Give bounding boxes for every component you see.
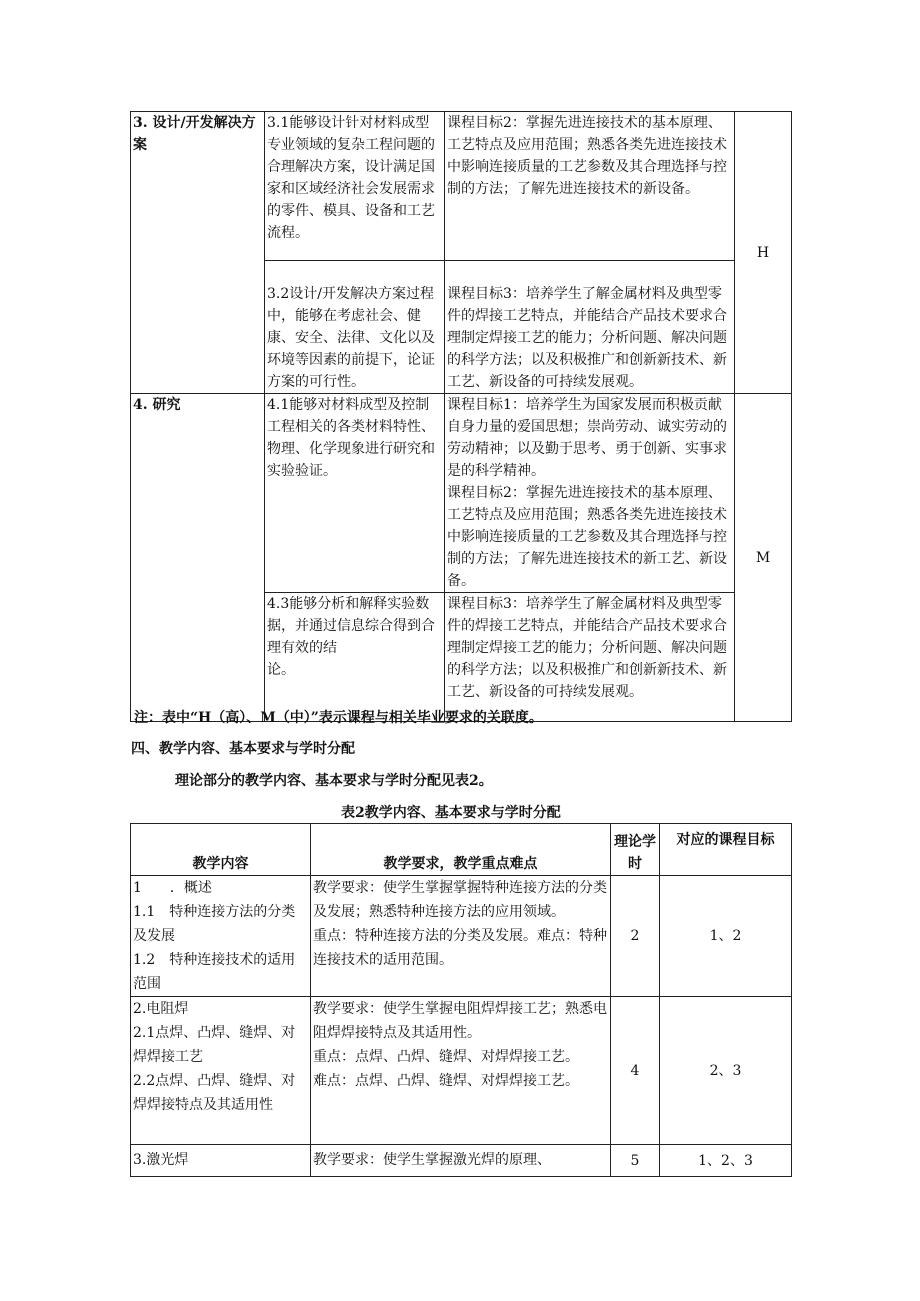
column-header-content: 教学内容	[131, 824, 311, 876]
section-intro: 理论部分的教学内容、基本要求与学时分配见表2。	[175, 773, 493, 789]
content-cell: 3.激光焊	[131, 1145, 311, 1177]
requirement-cell: 4. 研究	[131, 394, 265, 722]
requirements-cell: 教学要求：使学生掌握电阻焊焊接工艺；熟悉电阻焊焊接特点及其适用性。 重点：点焊、凸焊、缝焊、对焊焊接工艺。 难点：点焊、凸焊、缝焊、对焊焊接工艺。	[311, 997, 611, 1145]
teaching-content-table	[130, 823, 792, 1177]
objectives-cell: 1、2	[660, 876, 792, 997]
indicator-cell: 3.2设计/开发解决方案过程中，能够在考虑社会、健康、安全、法律、文化以及环境等因素的前提下，论证方案的可行性。	[265, 261, 445, 394]
hours-cell: 4	[611, 997, 660, 1145]
section-heading: 四、教学内容、基本要求与学时分配	[131, 741, 355, 757]
objectives-cell: 课程目标2：掌握先进连接技术的基本原理、工艺特点及应用范围；熟悉各类先进连接技术中影响连接质量的工艺参数及其合理选择与控制的方法；了解先进连接技术的新设备。	[445, 112, 735, 261]
content-cell: 2.电阻焊 2.1点焊、凸焊、缝焊、对焊焊接工艺 2.2点焊、凸焊、缝焊、对焊焊接特点及其适用性	[131, 997, 311, 1145]
content-cell: 1 ．概述 1.1 特种连接方法的分类及发展 1.2 特种连接技术的适用范围	[131, 876, 311, 997]
column-header-objectives: 对应的课程目标	[660, 824, 792, 876]
relevance-level-cell: M	[735, 394, 792, 722]
hours-cell: 2	[611, 876, 660, 997]
hours-cell: 5	[611, 1145, 660, 1177]
table-caption: 表2教学内容、基本要求与学时分配	[341, 805, 561, 821]
indicator-cell: 4.3能够分析和解释实验数据，并通过信息综合得到合理有效的结 论。	[265, 593, 445, 722]
objectives-cell: 1、2、3	[660, 1145, 792, 1177]
graduation-requirements-table	[130, 111, 792, 722]
objectives-cell: 课程目标1：培养学生为国家发展而积极贡献自身力量的爱国思想；崇尚劳动、诚实劳动的劳动精神；以及勤于思考、勇于创新、实事求是的科学精神。 课程目标2：掌握先进连接技术的基本原理、工艺特点及应用范围；熟悉各类先进连接技术中影响连接质量的工艺参数及其合理选择与控制的方法；了解先进连接技术的新工艺、新设备。	[445, 394, 735, 593]
column-header-requirements: 教学要求，教学重点难点	[311, 824, 611, 876]
objectives-cell: 课程目标3：培养学生了解金属材料及典型零件的焊接工艺特点，并能结合产品技术要求合理制定焊接工艺的能力；分析问题、解决问题的科学方法；以及积极推广和创新新技术、新工艺、新设备的可持续发展观。	[445, 261, 735, 394]
indicator-cell: 4.1能够对材料成型及控制工程相关的各类材料特性、物理、化学现象进行研究和实验验证。	[265, 394, 445, 593]
requirements-cell: 教学要求：使学生掌握激光焊的原理、	[311, 1145, 611, 1177]
requirement-cell: 3. 设计/开发解决方案	[131, 112, 265, 394]
objectives-cell: 2、3	[660, 997, 792, 1145]
relevance-level-cell: H	[735, 112, 792, 394]
indicator-cell: 3.1能够设计针对材料成型专业领域的复杂工程问题的合理解决方案，设计满足国家和区域经济社会发展需求的零件、模具、设备和工艺流程。	[265, 112, 445, 261]
table-note: 注：表中“H（高）、M（中）”表示课程与相关毕业要求的关联度。	[134, 710, 543, 726]
requirements-cell: 教学要求：使学生掌握掌握特种连接方法的分类及发展；熟悉特种连接方法的应用领域。 重点：特种连接方法的分类及发展。难点：特种连接技术的适用范围。	[311, 876, 611, 997]
column-header-hours: 理论学时	[611, 824, 660, 876]
objectives-cell: 课程目标3：培养学生了解金属材料及典型零件的焊接工艺特点，并能结合产品技术要求合理制定焊接工艺的能力；分析问题、解决问题的科学方法；以及积极推广和创新新技术、新工艺、新设备的可持续发展观。	[445, 593, 735, 722]
